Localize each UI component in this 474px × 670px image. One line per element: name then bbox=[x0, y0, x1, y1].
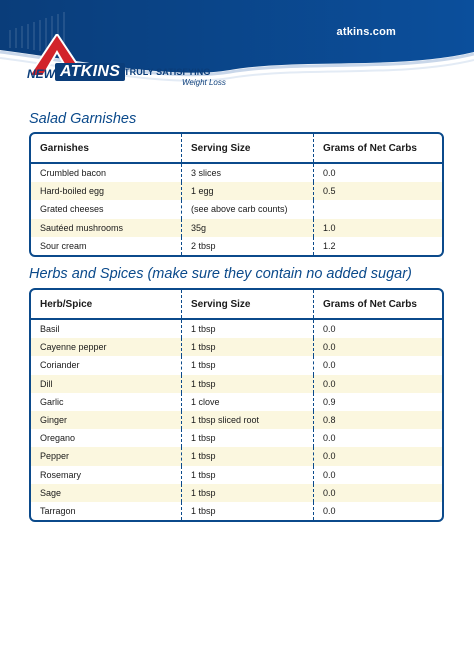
table-row bbox=[31, 182, 442, 200]
site-url-link[interactable]: atkins.com bbox=[336, 26, 396, 38]
cell-net-carbs: 0.0 bbox=[313, 164, 442, 182]
cell-item: Pepper bbox=[40, 451, 70, 462]
cell-net-carbs: 0.0 bbox=[313, 375, 442, 393]
logo-subline: Weight Loss bbox=[182, 78, 226, 87]
cell-item: Ginger bbox=[40, 415, 68, 426]
logo-tagline: TRULY SATISFYING bbox=[124, 67, 211, 77]
cell-net-carbs: 0.5 bbox=[313, 182, 442, 200]
cell-serving: 1 tbsp bbox=[181, 320, 313, 338]
cell-serving: 1 clove bbox=[181, 393, 313, 411]
cell-serving: 35g bbox=[181, 219, 313, 237]
table-row bbox=[31, 429, 442, 447]
cell-net-carbs: 0.0 bbox=[313, 502, 442, 520]
cell-item: Rosemary bbox=[40, 469, 82, 480]
cell-item: Grated cheeses bbox=[40, 204, 104, 215]
cell-net-carbs: 0.8 bbox=[313, 411, 442, 429]
column-header: Serving Size bbox=[181, 290, 313, 318]
cell-serving: 1 egg bbox=[181, 182, 313, 200]
cell-item: Garlic bbox=[40, 396, 64, 407]
cell-item: Sautéed mushrooms bbox=[40, 222, 124, 233]
cell-item: Cayenne pepper bbox=[40, 342, 107, 353]
cell-item: Tarragon bbox=[40, 505, 76, 516]
cell-serving: 1 tbsp bbox=[181, 502, 313, 520]
cell-net-carbs: 0.0 bbox=[313, 466, 442, 484]
table-row bbox=[31, 484, 442, 502]
cell-net-carbs: 0.0 bbox=[313, 429, 442, 447]
cell-item: Basil bbox=[40, 324, 60, 335]
column-header: Garnishes bbox=[40, 142, 89, 154]
cell-net-carbs: 1.2 bbox=[313, 237, 442, 255]
table-row bbox=[31, 411, 442, 429]
table-row bbox=[31, 447, 442, 465]
cell-net-carbs: 1.0 bbox=[313, 219, 442, 237]
cell-net-carbs: 0.0 bbox=[313, 320, 442, 338]
column-header: Serving Size bbox=[181, 134, 313, 162]
cell-item: Sour cream bbox=[40, 240, 87, 251]
cell-net-carbs: 0.0 bbox=[313, 484, 442, 502]
cell-serving: 1 tbsp bbox=[181, 484, 313, 502]
cell-net-carbs: 0.0 bbox=[313, 447, 442, 465]
cell-item: Dill bbox=[40, 378, 53, 389]
table-row bbox=[31, 237, 442, 255]
table-row bbox=[31, 164, 442, 182]
salad-section-title: Salad Garnishes bbox=[29, 111, 137, 127]
column-header: Grams of Net Carbs bbox=[313, 290, 442, 318]
cell-serving: 1 tbsp bbox=[181, 466, 313, 484]
salad-garnishes-table bbox=[29, 132, 444, 257]
table-header-row bbox=[31, 290, 442, 320]
column-header: Grams of Net Carbs bbox=[313, 134, 442, 162]
cell-net-carbs: 0.9 bbox=[313, 393, 442, 411]
cell-serving: 1 tbsp bbox=[181, 447, 313, 465]
herbs-spices-table bbox=[29, 288, 444, 522]
logo-brand-text: ATKINS bbox=[55, 63, 125, 81]
table-row bbox=[31, 219, 442, 237]
atkins-logo bbox=[27, 34, 237, 94]
cell-serving: 1 tbsp bbox=[181, 338, 313, 356]
table-row bbox=[31, 200, 442, 218]
cell-serving: (see above carb counts) bbox=[181, 200, 313, 218]
table-row bbox=[31, 466, 442, 484]
cell-serving: 1 tbsp bbox=[181, 429, 313, 447]
column-header: Herb/Spice bbox=[40, 298, 93, 310]
cell-item: Crumbled bacon bbox=[40, 168, 107, 179]
cell-net-carbs: 0.0 bbox=[313, 338, 442, 356]
cell-serving: 3 slices bbox=[181, 164, 313, 182]
cell-net-carbs: 0.0 bbox=[313, 356, 442, 374]
table-row bbox=[31, 338, 442, 356]
cell-serving: 1 tbsp bbox=[181, 356, 313, 374]
cell-item: Coriander bbox=[40, 360, 80, 371]
herbs-section-title: Herbs and Spices (make sure they contain no added sugar) bbox=[29, 266, 412, 282]
cell-serving: 1 tbsp sliced root bbox=[181, 411, 313, 429]
table-row bbox=[31, 375, 442, 393]
table-row bbox=[31, 502, 442, 520]
cell-serving: 2 tbsp bbox=[181, 237, 313, 255]
table-row bbox=[31, 393, 442, 411]
cell-serving: 1 tbsp bbox=[181, 375, 313, 393]
logo-new-text: NEW bbox=[27, 67, 55, 81]
cell-net-carbs bbox=[313, 200, 442, 218]
table-row bbox=[31, 320, 442, 338]
table-row bbox=[31, 356, 442, 374]
table-header-row bbox=[31, 134, 442, 164]
cell-item: Sage bbox=[40, 487, 62, 498]
cell-item: Oregano bbox=[40, 433, 76, 444]
cell-item: Hard-boiled egg bbox=[40, 186, 105, 197]
page-header bbox=[0, 0, 474, 100]
